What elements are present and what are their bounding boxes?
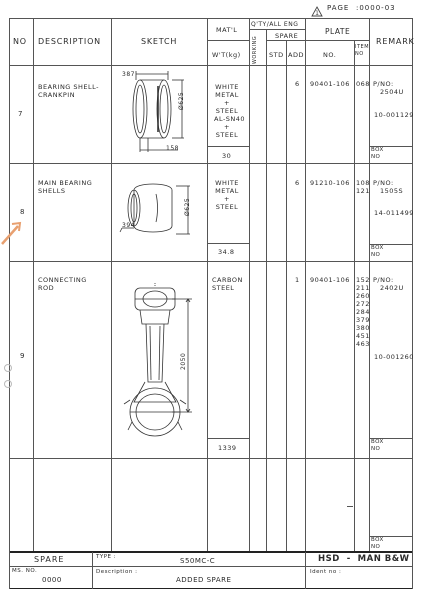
footer-maker: HSD - MAN B&W bbox=[318, 554, 410, 564]
box-no: BOX NO bbox=[369, 536, 412, 550]
header-description: DESCRIPTION bbox=[38, 37, 101, 46]
bearing-shell-crankpin-sketch bbox=[112, 66, 206, 162]
row-plate-no: 90401-106 bbox=[310, 276, 350, 284]
row-description: MAIN BEARING SHELLS bbox=[38, 179, 93, 195]
page-number: :0000-03 bbox=[356, 4, 396, 12]
header-sketch: SKETCH bbox=[141, 37, 178, 46]
page-label: PAGE bbox=[327, 4, 350, 12]
row-description: CONNECTING ROD bbox=[38, 276, 87, 292]
header-item-no: ITEM NO bbox=[355, 44, 370, 57]
row-remark-code: 14-011499 bbox=[374, 209, 414, 217]
box-no: BOX NO bbox=[369, 146, 412, 160]
header-add: ADD bbox=[288, 51, 304, 59]
row-number: 7 bbox=[18, 110, 23, 118]
row-weight: 1339 bbox=[218, 444, 237, 452]
arrow-mark-icon bbox=[0, 220, 22, 250]
row-remark-code: 10-001260 bbox=[374, 353, 414, 361]
dimension-label: 394 bbox=[122, 222, 135, 229]
footer-description-label: Description : bbox=[96, 569, 138, 575]
row-weight: 34.8 bbox=[218, 248, 235, 256]
row-number: 9 bbox=[20, 352, 25, 360]
row-pno-label: P/NO: bbox=[373, 276, 394, 284]
header-plate-no: NO. bbox=[323, 51, 337, 59]
row-material: WHITE METAL + STEEL AL-SN40 + STEEL bbox=[214, 83, 246, 139]
main-bearing-shell-sketch bbox=[112, 164, 206, 260]
row-weight: 30 bbox=[222, 152, 232, 160]
row-pno: 1505S bbox=[380, 187, 404, 195]
row-material: CARBON STEEL bbox=[212, 276, 243, 292]
header-spare: SPARE bbox=[275, 32, 299, 40]
row-item-no: 152 211 260 272 284 379 380 451 463 bbox=[356, 276, 370, 348]
dimension-label: 2050 bbox=[180, 352, 187, 370]
row-pno: 2504U bbox=[380, 88, 404, 96]
footer-ms-no-value: 0000 bbox=[42, 576, 62, 584]
box-no: BOX NO bbox=[369, 438, 412, 452]
row-material: WHITE METAL + STEEL bbox=[215, 179, 239, 211]
footer-type-value: S50MC-C bbox=[180, 557, 216, 565]
svg-text:1: 1 bbox=[315, 10, 319, 17]
row-pno: 2402U bbox=[380, 284, 404, 292]
footer-ident-label: Ident no : bbox=[310, 569, 342, 575]
header-no: NO bbox=[13, 37, 27, 46]
row-plate-no: 90401-106 bbox=[310, 80, 350, 88]
row-plate-no: 91210-106 bbox=[310, 179, 350, 187]
header-remark: REMARK bbox=[376, 37, 415, 46]
row-add: 1 bbox=[295, 276, 300, 284]
header-std: STD bbox=[269, 51, 284, 59]
footer-ms-no-label: MS. NO. bbox=[12, 568, 38, 574]
header-matl: MAT'L bbox=[216, 26, 238, 34]
header-qty: Q'TY/ALL ENG bbox=[251, 21, 299, 28]
dimension-label: 158 bbox=[166, 145, 179, 152]
footer-type-label: TYPE : bbox=[96, 554, 117, 560]
hole-punch-mark bbox=[4, 364, 12, 372]
dimension-label: Ø625 bbox=[184, 197, 191, 216]
header-working: WORKING bbox=[252, 35, 258, 65]
header-weight: W'T(kg) bbox=[212, 51, 241, 59]
row-add: 6 bbox=[295, 80, 300, 88]
dimension-label: Ø625 bbox=[178, 91, 185, 110]
connecting-rod-sketch bbox=[112, 262, 206, 457]
row-pno-label: P/NO: bbox=[373, 80, 394, 88]
box-no: BOX NO bbox=[369, 244, 412, 258]
row-item-no: 108 121 bbox=[356, 179, 370, 195]
row-description: BEARING SHELL- CRANKPIN bbox=[38, 83, 100, 99]
header-plate: PLATE bbox=[325, 27, 351, 36]
row-add: 6 bbox=[295, 179, 300, 187]
row-item-no: 068 bbox=[356, 80, 370, 88]
footer-spare: SPARE bbox=[34, 555, 65, 564]
footer-description-value: ADDED SPARE bbox=[176, 576, 232, 584]
row-remark-code: 10-001129 bbox=[374, 111, 414, 119]
row-pno-label: P/NO: bbox=[373, 179, 394, 187]
hole-punch-mark bbox=[4, 380, 12, 388]
row-number: 8 bbox=[20, 208, 25, 216]
dimension-label: 387 bbox=[122, 71, 135, 78]
